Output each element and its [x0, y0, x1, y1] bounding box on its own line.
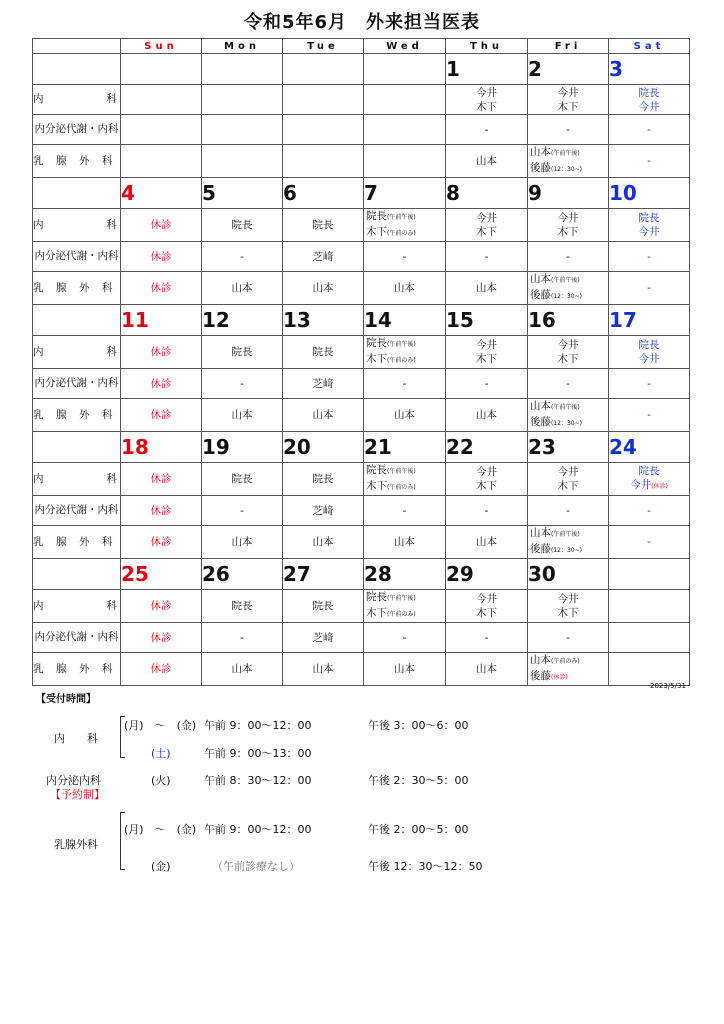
schedule-cell — [283, 115, 364, 145]
blank-cell — [33, 305, 121, 336]
schedule-cell: 院長 — [202, 209, 283, 242]
schedule-text: 後藤 — [530, 543, 551, 555]
schedule-cell: 休診 — [121, 526, 202, 559]
schedule-cell — [446, 590, 528, 623]
schedule-cell: - — [446, 115, 528, 145]
breast-am-weekday: 午前 9：00～12：00 — [204, 823, 312, 836]
date-row — [33, 178, 690, 209]
schedule-cell: 山本 — [283, 653, 364, 686]
schedule-cell: 院長 — [202, 590, 283, 623]
schedule-cell: - — [202, 623, 283, 653]
date-cell: 8 — [446, 178, 528, 209]
schedule-cell: 芝﨑 — [283, 369, 364, 399]
schedule-text: (午前午後) — [551, 531, 580, 538]
date-cell: 9 — [528, 178, 609, 209]
endo-note: 【予約制】 — [50, 788, 105, 801]
schedule-text: 木下 — [366, 480, 387, 492]
schedule-text: 今井 — [557, 339, 579, 351]
schedule-cell: 山本 — [202, 272, 283, 305]
schedule-cell: - — [202, 369, 283, 399]
blank-cell — [33, 54, 121, 85]
schedule-cell: - — [528, 115, 609, 145]
schedule-text: 木下 — [557, 353, 579, 365]
schedule-cell — [364, 590, 446, 623]
schedule-cell: 山本 — [364, 399, 446, 432]
schedule-text: 院長 — [638, 86, 660, 99]
schedule-cell: 休診 — [121, 336, 202, 369]
schedule-cell — [528, 590, 609, 623]
schedule-cell: 院長 — [202, 463, 283, 496]
schedule-text: (12：30~) — [551, 166, 582, 173]
schedule-cell: 山本 — [446, 526, 528, 559]
dept-label: 内 — [33, 345, 44, 358]
schedule-cell: - — [609, 526, 690, 559]
date-cell: 27 — [283, 559, 364, 590]
schedule-text: 今井 — [476, 466, 497, 478]
schedule-cell — [283, 145, 364, 178]
date-cell — [202, 54, 283, 85]
dept-naika — [33, 85, 121, 115]
schedule-cell — [609, 590, 690, 623]
schedule-cell: 山本 — [364, 526, 446, 559]
row-naika — [33, 85, 690, 115]
date-cell: 24 — [609, 432, 690, 463]
schedule-cell: - — [609, 115, 690, 145]
schedule-text: (午前のみ) — [387, 611, 416, 618]
date-cell: 5 — [202, 178, 283, 209]
date-cell — [364, 54, 446, 85]
schedule-text: 後藤 — [530, 289, 551, 301]
schedule-cell: 休診 — [121, 399, 202, 432]
schedule-text: 木下 — [476, 353, 497, 365]
schedule-text: (午前午後) — [551, 150, 580, 157]
schedule-cell — [364, 85, 446, 115]
blank-cell — [33, 559, 121, 590]
schedule-cell — [528, 526, 609, 559]
schedule-text: 木下 — [366, 353, 387, 365]
schedule-text: 今井 — [557, 466, 579, 478]
date-cell: 19 — [202, 432, 283, 463]
schedule-text: 院長 — [366, 591, 387, 603]
date-cell: 10 — [609, 178, 690, 209]
schedule-cell — [121, 145, 202, 178]
row-endocrine — [33, 115, 690, 145]
schedule-text: 今井 — [638, 100, 660, 113]
date-cell: 3 — [609, 54, 690, 85]
schedule-text: 木下 — [476, 100, 497, 113]
schedule-cell: 休診 — [121, 369, 202, 399]
schedule-text: 今井 — [476, 339, 497, 351]
schedule-text: 院長 — [366, 464, 387, 476]
schedule-cell: - — [202, 496, 283, 526]
schedule-text: (午前午後) — [551, 404, 580, 411]
reception-hours — [32, 688, 692, 888]
date-cell: 28 — [364, 559, 446, 590]
schedule-text: (12：30~) — [551, 547, 582, 554]
schedule-text: 木下 — [476, 607, 497, 619]
date-cell — [121, 54, 202, 85]
date-cell: 11 — [121, 305, 202, 336]
dept-naika — [33, 336, 121, 369]
dept-label: 科 — [106, 93, 117, 105]
dept-breast: 乳 腺 外 科 — [33, 399, 121, 432]
schedule-cell — [528, 336, 609, 369]
date-cell: 16 — [528, 305, 609, 336]
schedule-cell — [121, 85, 202, 115]
schedule-text: (午前のみ) — [387, 357, 416, 364]
schedule-cell: - — [364, 242, 446, 272]
schedule-cell: 院長 — [283, 209, 364, 242]
schedule-text: (休診) — [551, 674, 568, 681]
schedule-text: 山本 — [530, 146, 551, 158]
schedule-cell: - — [364, 369, 446, 399]
date-cell: 20 — [283, 432, 364, 463]
date-cell: 25 — [121, 559, 202, 590]
schedule-cell — [609, 623, 690, 653]
schedule-text: 山本 — [530, 527, 551, 539]
schedule-cell: 山本 — [202, 526, 283, 559]
schedule-cell — [446, 336, 528, 369]
date-cell: 12 — [202, 305, 283, 336]
dept-naika — [33, 209, 121, 242]
dept-breast: 乳 腺 外 科 — [33, 526, 121, 559]
schedule-cell: 院長 — [202, 336, 283, 369]
dept-label: 科 — [106, 599, 117, 612]
dept-endocrine: 内分泌代謝・内科 — [33, 115, 121, 145]
date-row — [33, 432, 690, 463]
dept-endocrine: 内分泌代謝・内科 — [33, 496, 121, 526]
schedule-text: 木下 — [366, 607, 387, 619]
weekday-mon: Mon — [202, 39, 283, 54]
row-breast — [33, 399, 690, 432]
row-naika — [33, 209, 690, 242]
schedule-text: (12：30~) — [551, 293, 582, 300]
schedule-text: 今井 — [557, 86, 579, 99]
dept-endocrine: 内分泌代謝・内科 — [33, 623, 121, 653]
schedule-text: 木下 — [476, 480, 497, 492]
page-title: 令和5年6月 外来担当医表 — [243, 12, 481, 33]
naika-am-weekday: 午前 9：00～12：00 — [204, 719, 312, 732]
weekday-tue: Tue — [283, 39, 364, 54]
date-cell — [283, 54, 364, 85]
schedule-cell: 山本 — [283, 399, 364, 432]
schedule-text: 木下 — [366, 226, 387, 238]
breast-am-friday: （午前診療なし） — [212, 860, 300, 873]
schedule-cell: 休診 — [121, 209, 202, 242]
blank-cell — [33, 432, 121, 463]
schedule-table — [32, 38, 690, 686]
schedule-cell: - — [364, 496, 446, 526]
weekday-wed: Wed — [364, 39, 446, 54]
date-row — [33, 54, 690, 85]
row-breast — [33, 653, 690, 686]
schedule-cell: 山本 — [364, 272, 446, 305]
schedule-cell: 芝﨑 — [283, 623, 364, 653]
schedule-cell: 山本 — [202, 399, 283, 432]
schedule-text: 今井 — [476, 86, 497, 99]
schedule-cell — [609, 463, 690, 496]
schedule-cell — [202, 115, 283, 145]
issue-date: 2023/5/31 — [650, 682, 686, 690]
date-row — [33, 305, 690, 336]
schedule-text: (午前午後) — [551, 277, 580, 284]
row-endocrine — [33, 369, 690, 399]
weekday-fri: Fri — [528, 39, 609, 54]
breast-days-friday: (金) — [151, 860, 171, 873]
schedule-cell: 院長 — [283, 463, 364, 496]
weekday-header-row — [33, 39, 690, 54]
schedule-text: 院長 — [638, 339, 660, 351]
dept-label: 内 — [33, 218, 44, 231]
dept-endocrine: 内分泌代謝・内科 — [33, 242, 121, 272]
naika-days-saturday: (土) — [151, 747, 171, 760]
endo-am: 午前 8：30～12：00 — [204, 774, 312, 787]
schedule-text: 今井 — [630, 479, 652, 491]
schedule-cell — [202, 85, 283, 115]
schedule-cell — [121, 115, 202, 145]
dept-naika — [33, 590, 121, 623]
schedule-cell: - — [364, 623, 446, 653]
schedule-cell: 芝﨑 — [283, 242, 364, 272]
breast-label: 乳腺外科 — [54, 838, 98, 851]
schedule-text: 院長 — [366, 210, 387, 222]
schedule-text: 木下 — [557, 100, 579, 113]
dept-label: 内 — [33, 93, 44, 105]
schedule-cell: 休診 — [121, 623, 202, 653]
schedule-cell: - — [609, 242, 690, 272]
weekday-sun: Sun — [121, 39, 202, 54]
schedule-cell — [364, 336, 446, 369]
dept-breast: 乳 腺 外 科 — [33, 653, 121, 686]
row-naika — [33, 336, 690, 369]
schedule-cell: - — [609, 272, 690, 305]
schedule-text: 木下 — [557, 226, 579, 238]
schedule-cell — [609, 336, 690, 369]
dept-label: 科 — [106, 472, 117, 485]
schedule-cell — [364, 463, 446, 496]
blank-cell — [33, 178, 121, 209]
date-cell: 18 — [121, 432, 202, 463]
schedule-cell: - — [446, 623, 528, 653]
date-cell: 1 — [446, 54, 528, 85]
schedule-cell: 芝﨑 — [283, 496, 364, 526]
schedule-cell — [528, 399, 609, 432]
endo-pm: 午後 2：30～5：00 — [368, 774, 469, 787]
schedule-cell — [528, 85, 609, 115]
weekday-thu: Thu — [446, 39, 528, 54]
date-cell: 13 — [283, 305, 364, 336]
row-breast — [33, 526, 690, 559]
schedule-cell: 休診 — [121, 496, 202, 526]
schedule-text: 今井 — [638, 353, 660, 365]
schedule-cell — [364, 209, 446, 242]
schedule-cell — [609, 85, 690, 115]
row-naika — [33, 590, 690, 623]
row-endocrine — [33, 242, 690, 272]
schedule-text: 今井 — [557, 593, 579, 605]
schedule-cell: - — [528, 496, 609, 526]
schedule-cell — [609, 653, 690, 686]
schedule-cell: 休診 — [121, 242, 202, 272]
schedule-cell: 山本 — [364, 653, 446, 686]
schedule-cell: 休診 — [121, 463, 202, 496]
date-cell: 29 — [446, 559, 528, 590]
schedule-cell — [528, 653, 609, 686]
row-breast — [33, 272, 690, 305]
schedule-cell: 山本 — [283, 272, 364, 305]
schedule-text: 後藤 — [530, 416, 551, 428]
dept-endocrine: 内分泌代謝・内科 — [33, 369, 121, 399]
schedule-text: (午前午後) — [387, 341, 416, 348]
date-cell: 15 — [446, 305, 528, 336]
date-cell: 26 — [202, 559, 283, 590]
schedule-text: (午前のみ) — [551, 658, 580, 665]
dept-breast: 乳 腺 外 科 — [33, 145, 121, 178]
row-endocrine — [33, 496, 690, 526]
dept-naika — [33, 463, 121, 496]
dept-label: 科 — [106, 218, 117, 231]
schedule-cell: 山本 — [446, 272, 528, 305]
dept-breast: 乳 腺 外 科 — [33, 272, 121, 305]
date-cell: 22 — [446, 432, 528, 463]
schedule-text: (午前午後) — [387, 595, 416, 602]
schedule-cell — [446, 85, 528, 115]
schedule-text: 木下 — [557, 480, 579, 492]
schedule-cell: 山本 — [283, 526, 364, 559]
schedule-cell: - — [446, 242, 528, 272]
breast-pm-friday: 午後 12：30～12：50 — [368, 860, 483, 873]
naika-days-weekday: (月) ～ (金) — [124, 719, 197, 732]
schedule-cell — [528, 272, 609, 305]
schedule-text: 木下 — [476, 226, 497, 238]
schedule-cell: 休診 — [121, 653, 202, 686]
dept-label: 内 — [33, 599, 44, 612]
schedule-text: 今井 — [476, 212, 497, 224]
schedule-cell — [528, 463, 609, 496]
schedule-cell: 山本 — [446, 145, 528, 178]
schedule-cell: 山本 — [202, 653, 283, 686]
schedule-text: 山本 — [530, 400, 551, 412]
naika-pm-weekday: 午後 3：00～6：00 — [368, 719, 469, 732]
schedule-text: 今井 — [638, 226, 660, 238]
schedule-text: 院長 — [638, 212, 660, 224]
schedule-cell: 山本 — [446, 653, 528, 686]
schedule-text: 今井 — [476, 593, 497, 605]
schedule-cell — [528, 145, 609, 178]
date-cell: 4 — [121, 178, 202, 209]
schedule-text: (休診) — [651, 483, 668, 490]
date-cell: 2 — [528, 54, 609, 85]
schedule-cell — [609, 209, 690, 242]
schedule-cell — [446, 209, 528, 242]
row-breast — [33, 145, 690, 178]
schedule-cell — [446, 463, 528, 496]
schedule-text: (午前のみ) — [387, 230, 416, 237]
date-cell — [609, 559, 690, 590]
schedule-cell: 休診 — [121, 590, 202, 623]
schedule-text: 後藤 — [530, 162, 551, 174]
schedule-cell — [202, 145, 283, 178]
schedule-cell: - — [609, 496, 690, 526]
schedule-text: (午前午後) — [387, 214, 416, 221]
naika-am-saturday: 午前 9：00～13：00 — [204, 747, 312, 760]
row-naika — [33, 463, 690, 496]
schedule-cell — [528, 209, 609, 242]
naika-label: 内 科 — [54, 732, 98, 745]
date-cell: 30 — [528, 559, 609, 590]
schedule-cell: - — [446, 496, 528, 526]
schedule-text: (午前午後) — [387, 468, 416, 475]
corner-cell — [33, 39, 121, 54]
row-endocrine — [33, 623, 690, 653]
reception-header: 【受付時間】 — [36, 694, 96, 705]
schedule-text: (午前のみ) — [387, 484, 416, 491]
dept-label: 科 — [106, 345, 117, 358]
date-cell: 6 — [283, 178, 364, 209]
schedule-text: 木下 — [557, 607, 579, 619]
dept-label: 内 — [33, 472, 44, 485]
endo-days: (火) — [151, 774, 171, 787]
schedule-cell — [364, 115, 446, 145]
schedule-text: (12：30~) — [551, 420, 582, 427]
breast-days-weekday: (月) ～ (金) — [124, 823, 197, 836]
schedule-cell — [364, 145, 446, 178]
schedule-text: 後藤 — [530, 670, 551, 682]
date-row — [33, 559, 690, 590]
schedule-text: 今井 — [557, 212, 579, 224]
schedule-text: 山本 — [530, 654, 551, 666]
schedule-text: 山本 — [530, 273, 551, 285]
date-cell: 17 — [609, 305, 690, 336]
schedule-cell: - — [202, 242, 283, 272]
endo-label: 内分泌内科 — [46, 774, 101, 787]
schedule-cell: 院長 — [283, 336, 364, 369]
schedule-cell — [283, 85, 364, 115]
schedule-cell: - — [528, 242, 609, 272]
breast-pm-weekday: 午後 2：00～5：00 — [368, 823, 469, 836]
schedule-cell: 院長 — [283, 590, 364, 623]
schedule-cell: 休診 — [121, 272, 202, 305]
schedule-text: 院長 — [366, 337, 387, 349]
date-cell: 7 — [364, 178, 446, 209]
date-cell: 21 — [364, 432, 446, 463]
schedule-cell: - — [609, 145, 690, 178]
weekday-sat: Sat — [609, 39, 690, 54]
schedule-text: 院長 — [638, 465, 660, 477]
date-cell: 23 — [528, 432, 609, 463]
schedule-cell: - — [609, 399, 690, 432]
schedule-cell: - — [609, 369, 690, 399]
date-cell: 14 — [364, 305, 446, 336]
schedule-cell: - — [446, 369, 528, 399]
schedule-cell: - — [528, 369, 609, 399]
schedule-cell: 山本 — [446, 399, 528, 432]
schedule-cell: - — [528, 623, 609, 653]
